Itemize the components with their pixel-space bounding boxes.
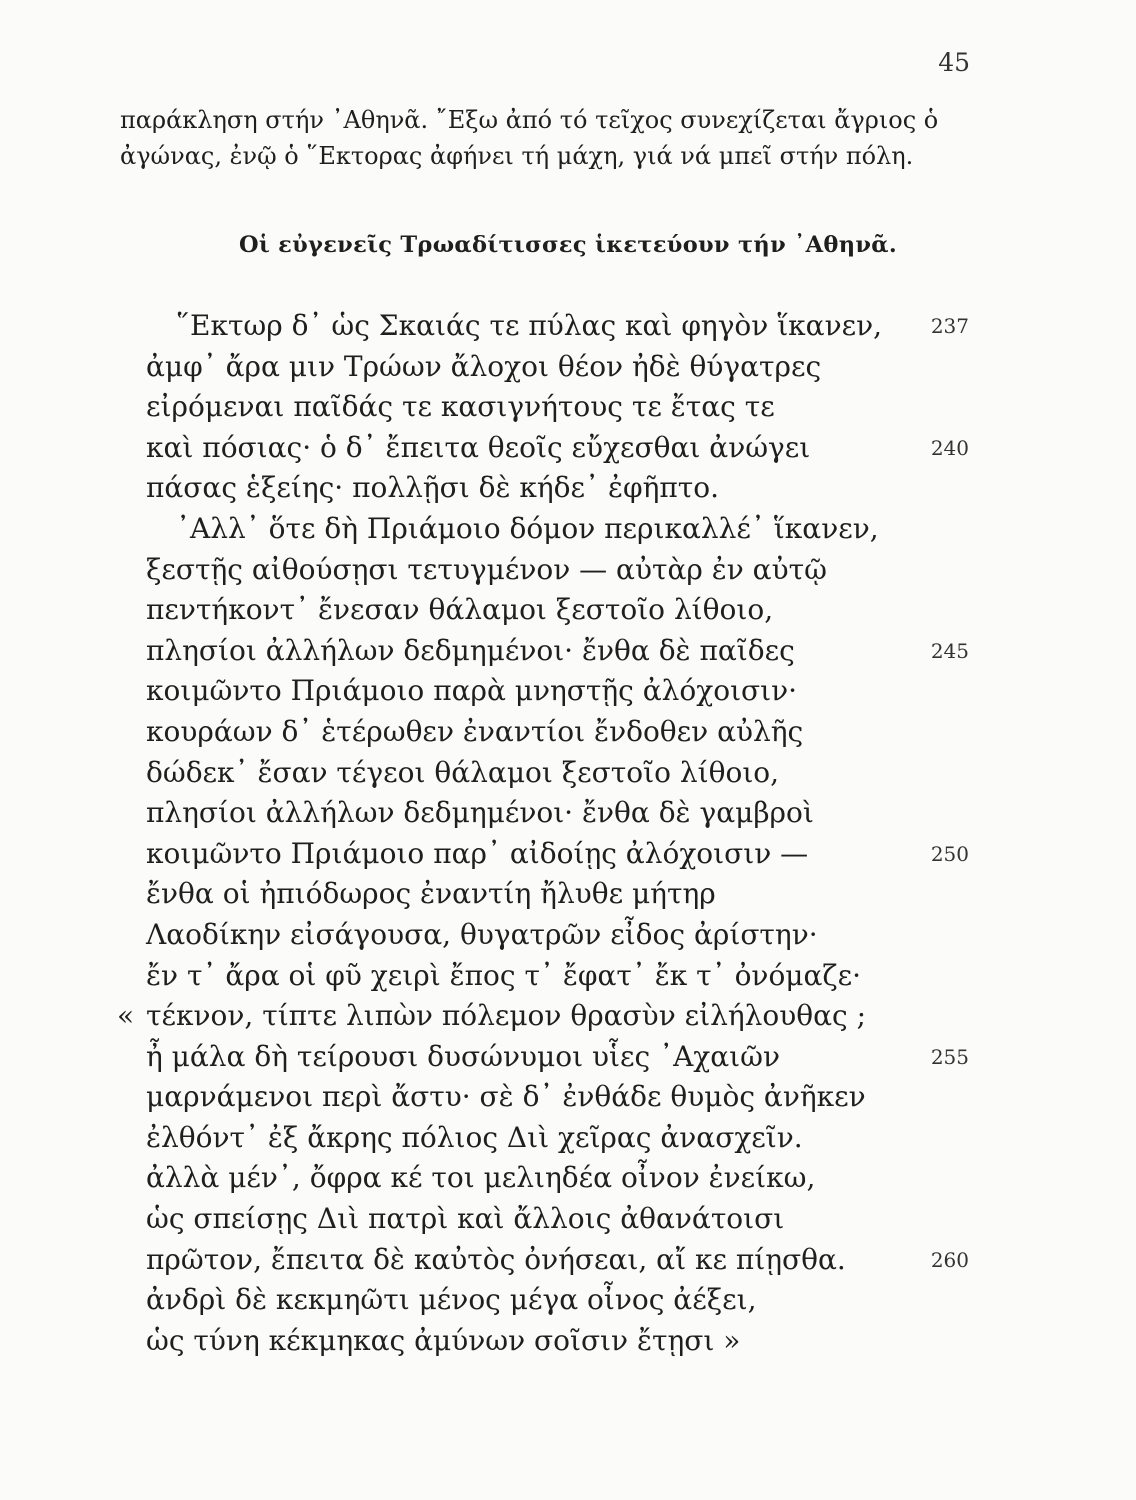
verse-line [0,753,1136,794]
line-number: 255 [930,1044,969,1069]
verse-text: κοιμῶντο Πριάμοιο παρὰ μνηστῇς ἀλόχοισιν· [146,674,798,708]
verse-text: ῞Εκτωρ δ᾿ ὡς Σκαιάς τε πύλας καὶ φηγὸν ἵκανεν, [176,309,883,342]
verse-text: ἀλλὰ μέν᾿, ὄφρα κέ τοι μελιηδέα οἶνον ἐνείκω, [146,1161,816,1195]
verse-line [0,428,1136,469]
verse-text: Λαοδίκην εἰσάγουσα, θυγατρῶν εἶδος ἀρίστην· [146,917,818,951]
verse-text: ἐλθόντ᾿ ἐξ ἄκρης πόλιος Διὶ χεῖρας ἀνασχεῖν. [146,1120,803,1154]
line-number: 250 [930,841,969,866]
verse-line [0,1280,1136,1321]
quote-mark: « [117,999,135,1033]
verse-text: ὡς σπείσῃς Διὶ πατρὶ καὶ ἄλλοις ἀθανάτοισι [146,1202,785,1236]
verse-line [0,712,1136,753]
verse-text: εἰρόμεναι παῖδάς τε κασιγνήτους τε ἔτας τε [146,390,775,424]
verse-text: πλησίοι ἀλλήλων δεδμημένοι· ἔνθα δὲ γαμβροὶ [146,796,814,830]
verse-line [0,347,1136,388]
verse-line [0,793,1136,834]
line-number: 240 [930,435,969,460]
verse-text: ξεστῇς αἰθούσῃσι τετυγμένον — αὐτὰρ ἐν αὐτῷ [146,552,827,586]
verse-text: πρῶτον, ἔπειτα δὲ καὐτὸς ὀνήσεαι, αἴ κε πίῃσθα. [146,1242,846,1276]
section-heading: Οἱ εὐγενεῖς Τρωαδίτισσες ἱκετεύουν τήν ᾿Αθηνᾶ. [238,232,898,258]
verse-text: τέκνον, τίπτε λιπὼν πόλεμον θρασὺν εἰλήλουθας ; [146,999,867,1033]
verse-text: ἔνθα οἱ ἠπιόδωρος ἐναντίη ἤλυθε μήτηρ [146,877,716,911]
verse-line [0,1158,1136,1199]
intro-line: παράκληση στήν ᾿Αθηνᾶ. ῎Εξω ἀπό τό τεῖχος συνεχίζεται ἄγριος ὁ [120,106,939,134]
verse-line [0,1118,1136,1159]
page-number: 45 [938,48,970,77]
verse-line [0,1240,1136,1281]
line-number: 245 [930,638,969,663]
verse-text: πεντήκοντ᾿ ἔνεσαν θάλαμοι ξεστοῖο λίθοιο, [146,593,774,627]
verse-text: κουράων δ᾿ ἑτέρωθεν ἐναντίοι ἔνδοθεν αὐλῆς [146,714,804,748]
verse-line [0,1199,1136,1240]
verse-text: ᾿Αλλ᾿ ὅτε δὴ Πριάμοιο δόμον περικαλλέ᾿ ἵκανεν, [176,511,879,545]
verse-text: κοιμῶντο Πριάμοιο παρ᾿ αἰδοίῃς ἀλόχοισιν — [146,836,809,870]
verse-line [0,671,1136,712]
verse-line [0,590,1136,631]
verse-line [0,1321,1136,1362]
verse-line [0,1077,1136,1118]
line-number: 260 [930,1247,969,1272]
verse-line [0,509,1136,550]
verse-text: ἀμφ᾿ ἄρα μιν Τρώων ἄλοχοι θέον ἠδὲ θύγατρες [146,349,822,383]
verse-text: καὶ πόσιας· ὁ δ᾿ ἔπειτα θεοῖς εὔχεσθαι ἀνώγει [146,430,811,464]
verse-line [0,468,1136,509]
verse-line [0,874,1136,915]
intro-paragraph [120,102,950,174]
verse-line [0,915,1136,956]
verse-text: ὡς τύνη κέκμηκας ἀμύνων σοῖσιν ἔτῃσι » [146,1323,741,1357]
line-number: 237 [930,314,969,338]
intro-line: ἀγώνας, ἐνῷ ὁ ῞Εκτορας ἀφήνει τή μάχη, γιά νά μπεῖ στήν πόλη. [120,142,914,170]
verse-line [0,834,1136,875]
verse-text: πλησίοι ἀλλήλων δεδμημένοι· ἔνθα δὲ παῖδες [146,633,795,667]
verse-text: μαρνάμενοι περὶ ἄστυ· σὲ δ᾿ ἐνθάδε θυμὸς ἀνῆκεν [146,1080,866,1114]
verse-line [0,306,1136,347]
verse-line [0,956,1136,997]
verse-text: ἦ μάλα δὴ τείρουσι δυσώνυμοι υἷες ᾿Αχαιῶν [146,1039,780,1073]
verse-text: ἔν τ᾿ ἄρα οἱ φῦ χειρὶ ἔπος τ᾿ ἔφατ᾿ ἔκ τ᾿ ὀνόμαζε· [146,958,861,992]
verse-text: πάσας ἑξείης· πολλῇσι δὲ κήδε᾿ ἐφῆπτο. [146,471,720,505]
verse-line [0,550,1136,591]
verse-line [0,631,1136,672]
verse-text: δώδεκ᾿ ἔσαν τέγεοι θάλαμοι ξεστοῖο λίθοιο, [146,755,780,789]
verse-block [0,306,1136,1361]
verse-line [0,387,1136,428]
verse-text: ἀνδρὶ δὲ κεκμηῶτι μένος μέγα οἶνος ἀέξει, [146,1283,757,1317]
verse-line [0,996,1136,1037]
verse-line [0,1037,1136,1078]
